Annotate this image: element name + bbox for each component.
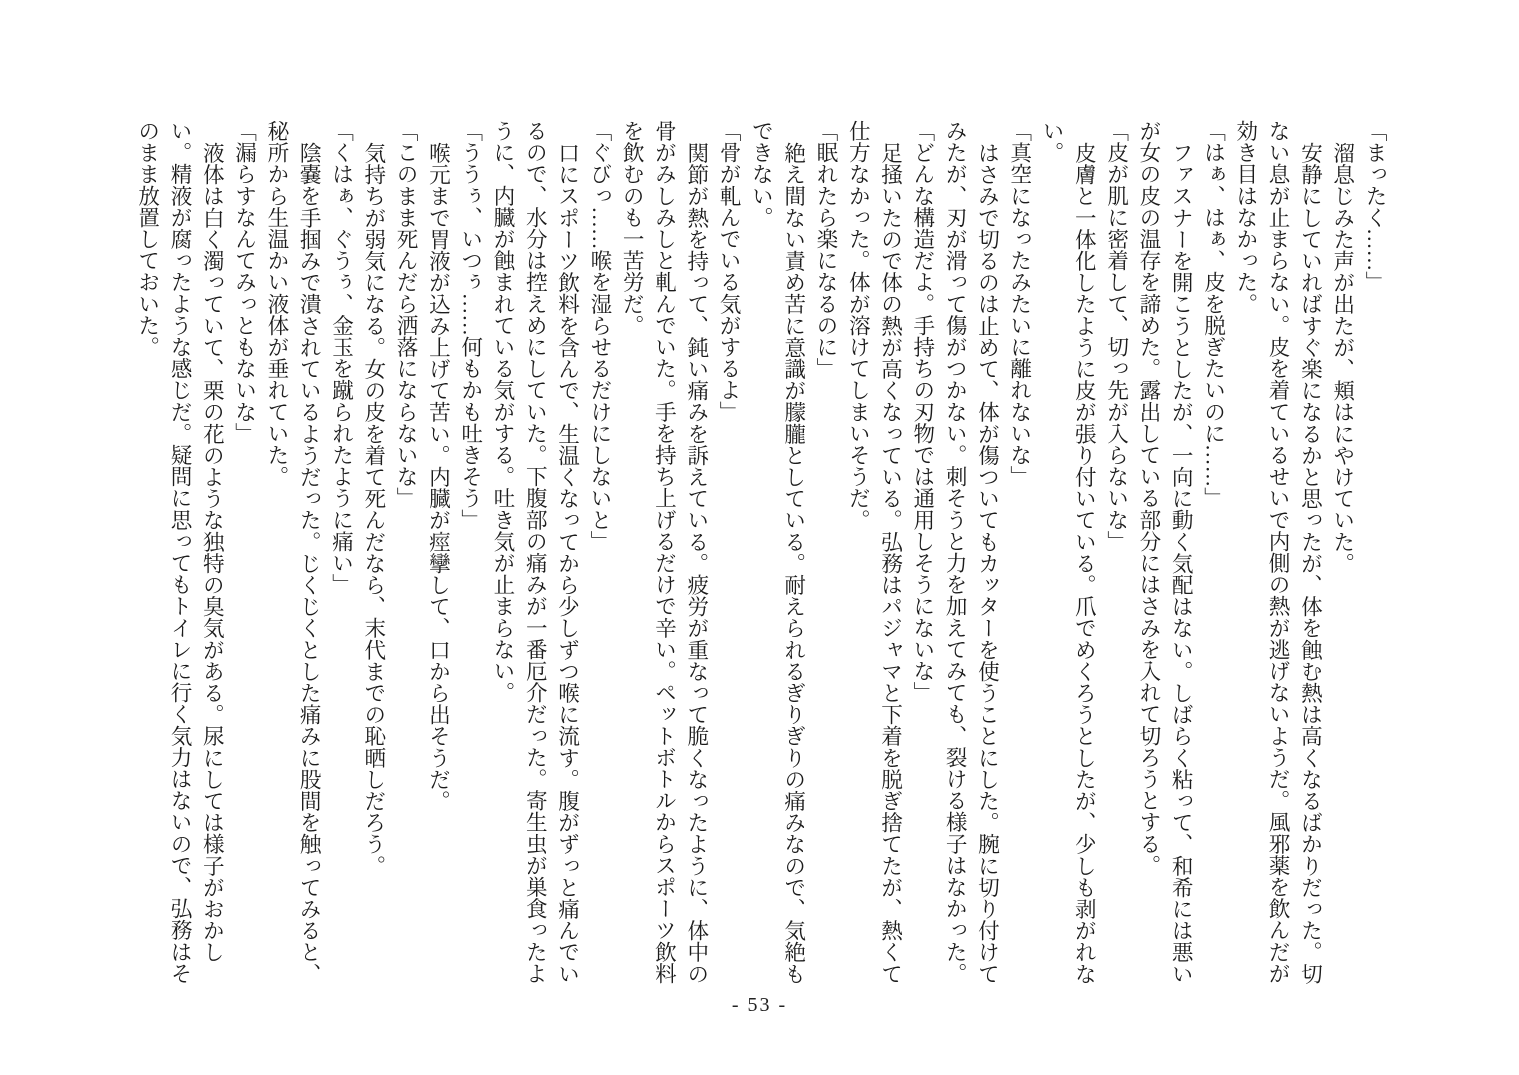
paragraph-24: 「漏らすなんてみっともないな」 xyxy=(232,120,257,444)
paragraph-4: 「はぁ、はぁ、皮を脱ぎたいのに……」 xyxy=(1201,120,1226,509)
paragraph-18: 「ううぅ、いつぅ……何もかも吐きそう」 xyxy=(458,120,483,531)
paragraph-25: 液体は白く濁っていて、栗の花のような独特の臭気がある。尿にしては様子がおかしい。精液が腐ったような感じだ。疑問に思ってもトイレに行く気力はないので、弘務はそのまま放置しておいた。 xyxy=(135,120,225,984)
paragraph-5: ファスナーを開こうとしたが、一向に動く気配はない。しばらく粘って、和希には悪いが女の皮の温存を諦めた。露出している部分にはさみを入れて切ろうとする。 xyxy=(1136,120,1194,984)
paragraph-13: 絶え間ない責め苦に意識が朦朧としている。耐えられるぎりぎりの痛みなので、気絶もできない。 xyxy=(749,120,806,984)
paragraph-12: 「眠れたら楽になるのに」 xyxy=(813,120,838,380)
paragraph-22: 「くはぁ、ぐうぅ、金玉を蹴られたように痛い」 xyxy=(329,120,354,596)
paragraph-14: 「骨が軋んでいる気がするよ」 xyxy=(717,120,742,423)
page-number: - 53 - xyxy=(731,994,788,1016)
paragraph-2: 溜息じみた声が出たが、頬はにやけていた。 xyxy=(1330,141,1355,574)
paragraph-20: 「このまま死んだら洒落にならないな」 xyxy=(394,120,419,509)
paragraph-11: 足掻いたので体の熱が高くなっている。弘務はパジャマと下着を脱ぎ捨てたが、熱くて仕方なかった。体が溶けてしまいそうだ。 xyxy=(846,120,903,984)
paragraph-21: 気持ちが弱気になる。女の皮を着て死んだなら、末代までの恥晒しだろう。 xyxy=(361,141,386,876)
paragraph-16: 「ぐびっ……喉を湿らせるだけにしないと」 xyxy=(587,120,612,552)
paragraph-7: 皮膚と一体化したように皮が張り付いている。爪でめくろうとしたが、少しも剥がれない。 xyxy=(1040,120,1097,984)
paragraph-8: 「真空になったみたいに離れないな」 xyxy=(1007,120,1032,488)
paragraph-23: 陰嚢を手掴みで潰されているようだった。じくじくとした痛みに股間を触ってみると、秘所から生温かい液体が垂れていた。 xyxy=(264,120,322,984)
paragraph-15: 関節が熱を持って、鈍い痛みを訴えている。疲労が重なって脆くなったように、体中の骨がみしみしと軋んでいた。手を持ち上げるだけで辛い。ペットボトルからスポーツ飲料を飲むのも一苦労だ。 xyxy=(620,120,709,984)
paragraph-19: 喉元まで胃液が込み上げて苦い。内臓が痙攣して、口から出そうだ。 xyxy=(426,141,451,812)
paragraph-10: 「どんな構造だよ。手持ちの刃物では通用しそうにないな」 xyxy=(910,120,935,704)
vertical-text-block xyxy=(123,120,1391,986)
paragraph-6: 「皮が肌に密着して、切っ先が入らないな」 xyxy=(1104,120,1129,552)
paragraph-17: 口にスポーツ飲料を含んで、生温くなってから少しずつ喉に流す。腹がずっと痛んでいるので、水分は控えめにしていた。下腹部の痛みが一番厄介だった。寄生虫が巣食ったように、内臓が蝕まれている気がする。吐き気が止まらない。 xyxy=(490,120,580,984)
paragraph-9: はさみで切るのは止めて、体が傷ついてもカッターを使うことにした。腕に切り付けてみたが、刃が滑って傷がつかない。刺そうと力を加えてみても、裂ける様子はなかった。 xyxy=(943,120,1000,984)
paragraph-3: 安静にしていればすぐ楽になるかと思ったが、体を蝕む熱は高くなるばかりだった。切ない息が止まらない。皮を着ているせいで内側の熱が逃げないようだ。風邪薬を飲んだが効き目はなかった。 xyxy=(1233,120,1323,984)
paragraph-1: 「まったく……」 xyxy=(1363,120,1387,293)
